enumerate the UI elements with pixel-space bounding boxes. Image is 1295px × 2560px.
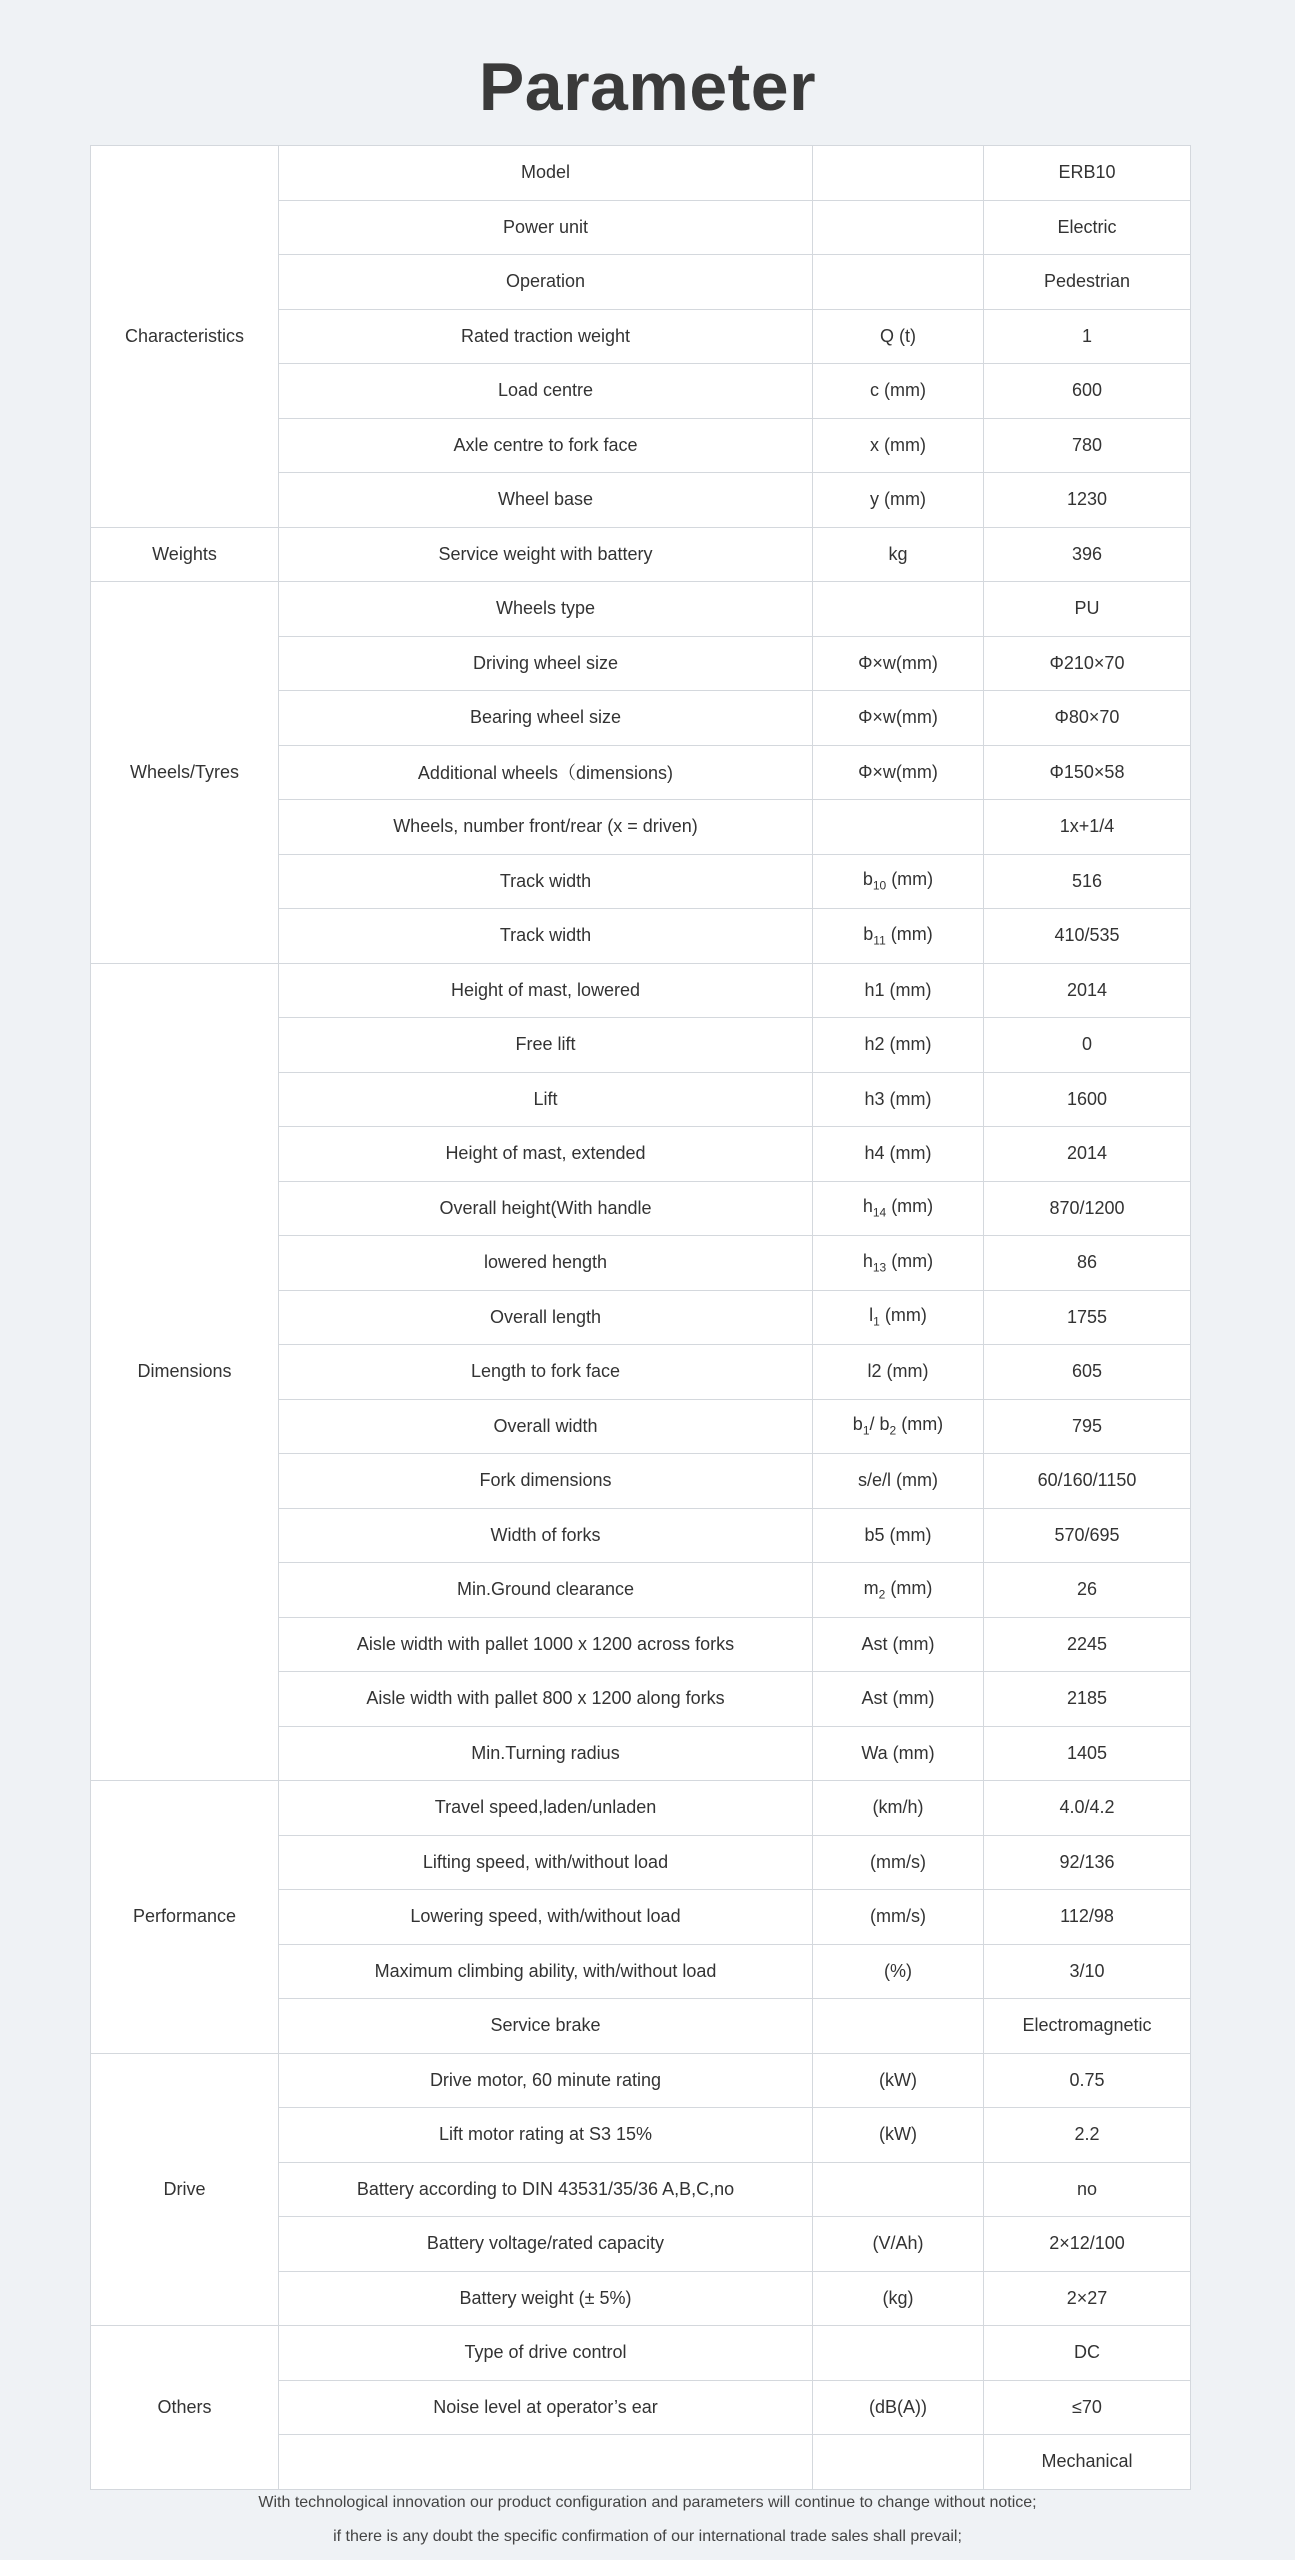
value-cell: no: [984, 2162, 1191, 2217]
page-title: Parameter: [478, 49, 817, 125]
parameter-cell: Wheel base: [279, 473, 813, 528]
value-cell: 870/1200: [984, 1181, 1191, 1236]
unit-part: / b: [869, 1414, 890, 1435]
value-cell: DC: [984, 2326, 1191, 2381]
unit-cell: (V/Ah): [813, 2217, 984, 2272]
unit-part: l: [869, 1305, 874, 1326]
value-cell: 1x+1/4: [984, 800, 1191, 855]
group-cell: Dimensions: [91, 963, 279, 1781]
value-cell: 2185: [984, 1672, 1191, 1727]
unit-cell: [813, 909, 984, 964]
value-cell: 600: [984, 364, 1191, 419]
parameter-cell: Height of mast, extended: [279, 1127, 813, 1182]
parameter-cell: Free lift: [279, 1018, 813, 1073]
parameter-cell: Min.Ground clearance: [279, 1563, 813, 1618]
parameter-cell: Track width: [279, 909, 813, 964]
value-cell: 570/695: [984, 1508, 1191, 1563]
parameter-cell: Aisle width with pallet 1000 x 1200 across forks: [279, 1617, 813, 1672]
parameter-cell: Model: [279, 146, 813, 201]
unit-cell: [813, 1399, 984, 1454]
unit-part: (mm): [885, 923, 933, 944]
unit-cell: [813, 2435, 984, 2490]
unit-cell: (mm/s): [813, 1890, 984, 1945]
table-row: [91, 963, 1191, 1018]
unit-part: 14: [872, 1206, 887, 1221]
parameter-cell: Battery according to DIN 43531/35/36 A,B,C,no: [279, 2162, 813, 2217]
unit-cell: b5 (mm): [813, 1508, 984, 1563]
parameter-cell: Wheels, number front/rear (x = driven): [279, 800, 813, 855]
group-cell: Characteristics: [91, 146, 279, 528]
parameter-cell: Noise level at operator’s ear: [279, 2380, 813, 2435]
unit-cell: (dB(A)): [813, 2380, 984, 2435]
unit-cell: Φ×w(mm): [813, 691, 984, 746]
unit-cell: Ast (mm): [813, 1617, 984, 1672]
parameter-cell: Maximum climbing ability, with/without load: [279, 1944, 813, 1999]
value-cell: 0.75: [984, 2053, 1191, 2108]
unit-cell: [813, 2162, 984, 2217]
unit-part: b: [852, 1414, 863, 1435]
unit-cell: [813, 146, 984, 201]
parameter-cell: Lowering speed, with/without load: [279, 1890, 813, 1945]
group-cell: Drive: [91, 2053, 279, 2326]
value-cell: 2014: [984, 963, 1191, 1018]
value-cell: 1755: [984, 1290, 1191, 1345]
parameter-cell: Lifting speed, with/without load: [279, 1835, 813, 1890]
value-cell: ERB10: [984, 146, 1191, 201]
table-row: [91, 146, 1191, 201]
parameter-cell: Wheels type: [279, 582, 813, 637]
parameter-cell: Bearing wheel size: [279, 691, 813, 746]
value-cell: 2.2: [984, 2108, 1191, 2163]
parameter-cell: Battery voltage/rated capacity: [279, 2217, 813, 2272]
unit-part: b: [862, 869, 873, 890]
unit-cell: c (mm): [813, 364, 984, 419]
parameter-cell: [279, 2435, 813, 2490]
parameter-cell: Load centre: [279, 364, 813, 419]
parameter-cell: Travel speed,laden/unladen: [279, 1781, 813, 1836]
parameter-cell: Track width: [279, 854, 813, 909]
unit-cell: h4 (mm): [813, 1127, 984, 1182]
unit-part: 1: [873, 1315, 880, 1330]
parameter-cell: Aisle width with pallet 800 x 1200 along forks: [279, 1672, 813, 1727]
unit-part: 11: [873, 933, 886, 948]
value-cell: 1: [984, 309, 1191, 364]
unit-cell: (kW): [813, 2108, 984, 2163]
unit-part: 1: [862, 1424, 870, 1439]
unit-part: b: [863, 923, 874, 944]
unit-cell: Q (t): [813, 309, 984, 364]
parameter-cell: Battery weight (± 5%): [279, 2271, 813, 2326]
value-cell: Φ210×70: [984, 636, 1191, 691]
value-cell: Pedestrian: [984, 255, 1191, 310]
unit-part: (mm): [885, 1577, 933, 1598]
parameter-cell: Power unit: [279, 200, 813, 255]
value-cell: 26: [984, 1563, 1191, 1618]
parameter-cell: Overall height(With handle: [279, 1181, 813, 1236]
group-cell: Performance: [91, 1781, 279, 2054]
unit-cell: [813, 1563, 984, 1618]
value-cell: 1405: [984, 1726, 1191, 1781]
value-cell: 112/98: [984, 1890, 1191, 1945]
table-row: [91, 1781, 1191, 1836]
unit-part: (mm): [886, 869, 934, 890]
table-row: [91, 582, 1191, 637]
footer-note: [0, 2486, 1295, 2554]
unit-part: h: [862, 1196, 873, 1217]
unit-cell: kg: [813, 527, 984, 582]
group-cell: Others: [91, 2326, 279, 2490]
parameter-cell: Type of drive control: [279, 2326, 813, 2381]
value-cell: Φ80×70: [984, 691, 1191, 746]
unit-cell: [813, 1290, 984, 1345]
parameter-cell: Lift motor rating at S3 15%: [279, 2108, 813, 2163]
parameter-cell: Drive motor, 60 minute rating: [279, 2053, 813, 2108]
value-cell: 2×12/100: [984, 2217, 1191, 2272]
unit-part: 10: [872, 879, 887, 894]
unit-cell: Φ×w(mm): [813, 745, 984, 800]
value-cell: 2×27: [984, 2271, 1191, 2326]
unit-cell: (kW): [813, 2053, 984, 2108]
value-cell: 2245: [984, 1617, 1191, 1672]
unit-cell: (km/h): [813, 1781, 984, 1836]
unit-cell: Φ×w(mm): [813, 636, 984, 691]
unit-part: (mm): [896, 1414, 944, 1435]
unit-part: (mm): [879, 1305, 927, 1326]
value-cell: 3/10: [984, 1944, 1191, 1999]
unit-cell: [813, 800, 984, 855]
parameter-cell: Length to fork face: [279, 1345, 813, 1400]
table-row: [91, 2053, 1191, 2108]
unit-cell: (kg): [813, 2271, 984, 2326]
value-cell: PU: [984, 582, 1191, 637]
parameter-cell: Overall width: [279, 1399, 813, 1454]
parameter-cell: Additional wheels（dimensions): [279, 745, 813, 800]
parameter-cell: Driving wheel size: [279, 636, 813, 691]
parameter-cell: Service weight with battery: [279, 527, 813, 582]
unit-cell: [813, 1236, 984, 1291]
unit-cell: [813, 1999, 984, 2054]
unit-part: m: [863, 1577, 879, 1598]
unit-part: 13: [872, 1260, 887, 1275]
value-cell: Mechanical: [984, 2435, 1191, 2490]
value-cell: 516: [984, 854, 1191, 909]
parameter-table: [90, 145, 1191, 2490]
value-cell: Electric: [984, 200, 1191, 255]
unit-part: h: [862, 1250, 873, 1271]
parameter-cell: Overall length: [279, 1290, 813, 1345]
table-row: [91, 2326, 1191, 2381]
value-cell: 1600: [984, 1072, 1191, 1127]
footer-line-2: if there is any doubt the specific confirmation of our international trade sales shall prevail;: [333, 2528, 962, 2545]
parameter-cell: Lift: [279, 1072, 813, 1127]
value-cell: 92/136: [984, 1835, 1191, 1890]
unit-cell: h1 (mm): [813, 963, 984, 1018]
unit-cell: h2 (mm): [813, 1018, 984, 1073]
unit-part: (mm): [886, 1250, 934, 1271]
parameter-table-body: [91, 146, 1191, 2490]
unit-cell: (mm/s): [813, 1835, 984, 1890]
value-cell: 2014: [984, 1127, 1191, 1182]
parameter-cell: Min.Turning radius: [279, 1726, 813, 1781]
value-cell: 4.0/4.2: [984, 1781, 1191, 1836]
unit-cell: Ast (mm): [813, 1672, 984, 1727]
footer-line-1: With technological innovation our product configuration and parameters will continue to change without notice;: [258, 2494, 1037, 2511]
value-cell: 780: [984, 418, 1191, 473]
value-cell: 795: [984, 1399, 1191, 1454]
value-cell: ≤70: [984, 2380, 1191, 2435]
unit-cell: (%): [813, 1944, 984, 1999]
parameter-cell: Rated traction weight: [279, 309, 813, 364]
parameter-cell: Operation: [279, 255, 813, 310]
table-row: [91, 527, 1191, 582]
unit-part: 2: [878, 1587, 886, 1602]
value-cell: 605: [984, 1345, 1191, 1400]
value-cell: 60/160/1150: [984, 1454, 1191, 1509]
value-cell: 410/535: [984, 909, 1191, 964]
value-cell: 0: [984, 1018, 1191, 1073]
unit-cell: y (mm): [813, 473, 984, 528]
parameter-cell: lowered hength: [279, 1236, 813, 1291]
unit-cell: [813, 2326, 984, 2381]
unit-cell: x (mm): [813, 418, 984, 473]
value-cell: 1230: [984, 473, 1191, 528]
parameter-cell: Height of mast, lowered: [279, 963, 813, 1018]
parameter-cell: Width of forks: [279, 1508, 813, 1563]
value-cell: Φ150×58: [984, 745, 1191, 800]
parameter-cell: Service brake: [279, 1999, 813, 2054]
unit-cell: [813, 854, 984, 909]
unit-cell: [813, 255, 984, 310]
unit-part: 2: [889, 1424, 897, 1439]
unit-cell: l2 (mm): [813, 1345, 984, 1400]
unit-cell: [813, 200, 984, 255]
parameter-cell: Axle centre to fork face: [279, 418, 813, 473]
value-cell: Electromagnetic: [984, 1999, 1191, 2054]
group-cell: Wheels/Tyres: [91, 582, 279, 964]
unit-cell: h3 (mm): [813, 1072, 984, 1127]
unit-part: (mm): [886, 1196, 934, 1217]
unit-cell: [813, 582, 984, 637]
unit-cell: [813, 1181, 984, 1236]
value-cell: 86: [984, 1236, 1191, 1291]
unit-cell: Wa (mm): [813, 1726, 984, 1781]
value-cell: 396: [984, 527, 1191, 582]
unit-cell: s/e/l (mm): [813, 1454, 984, 1509]
group-cell: Weights: [91, 527, 279, 582]
parameter-cell: Fork dimensions: [279, 1454, 813, 1509]
